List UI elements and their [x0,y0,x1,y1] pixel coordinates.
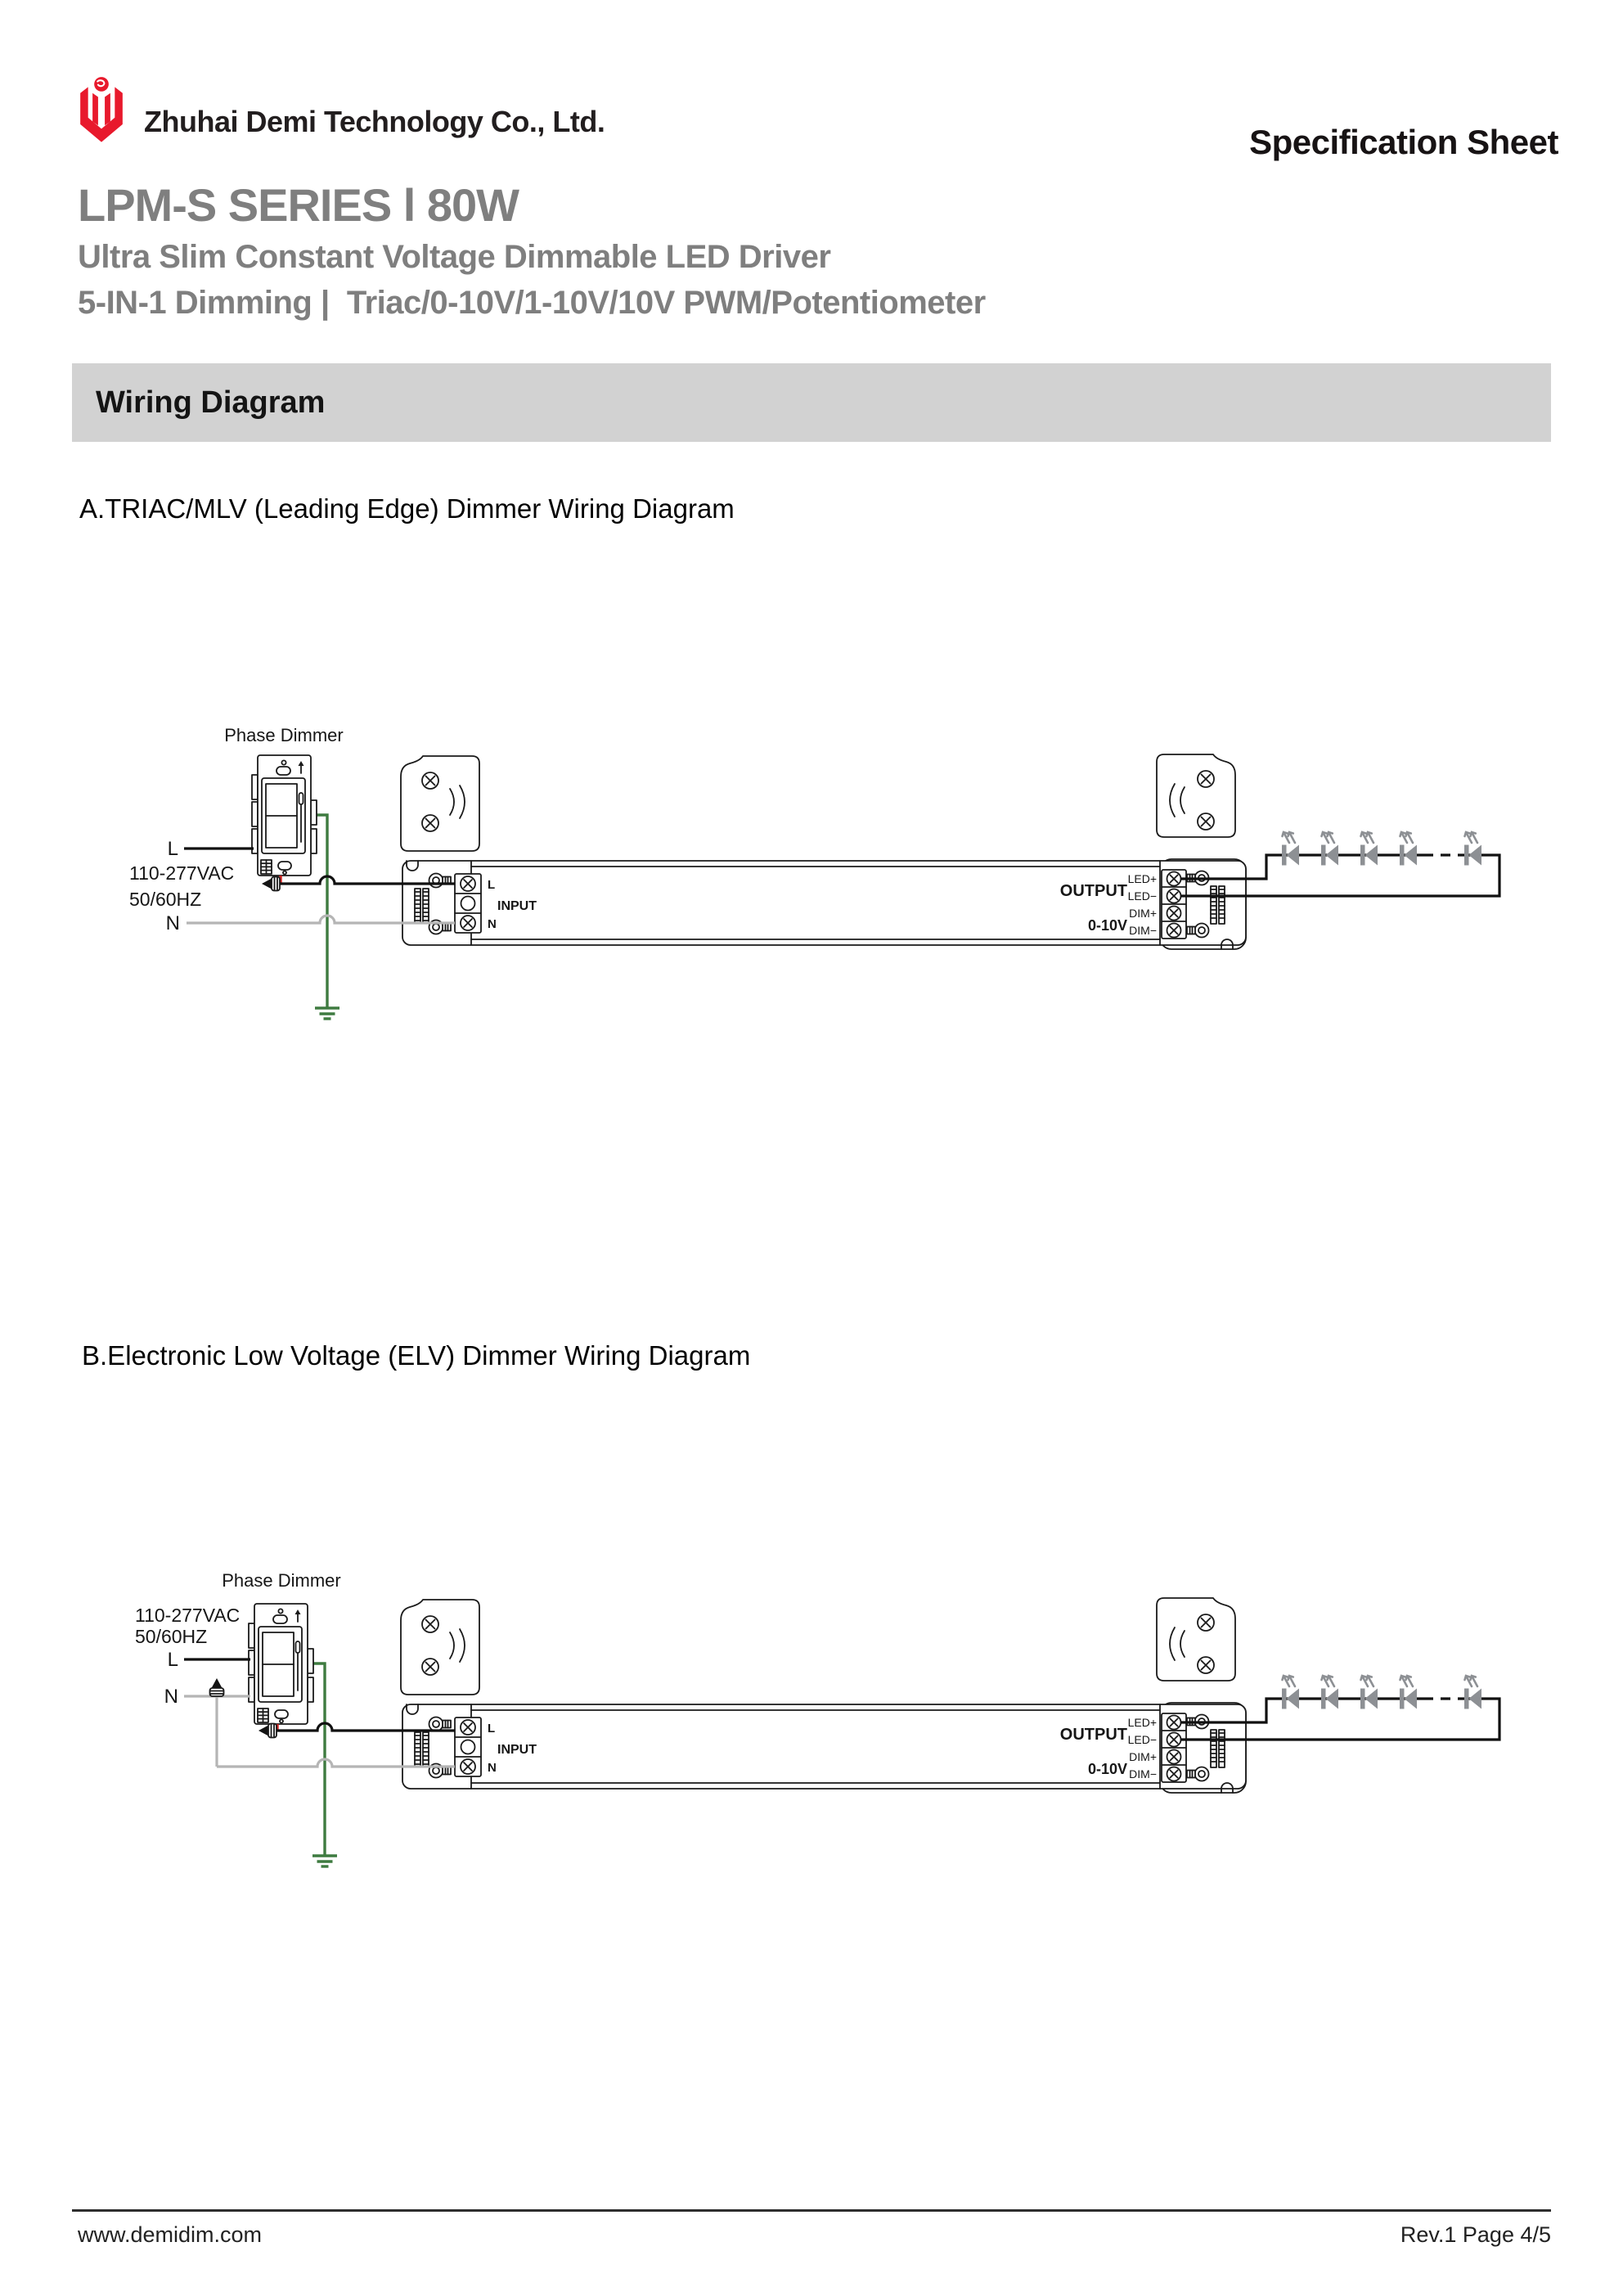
dim-minus-label: DIM− [1129,1767,1157,1781]
doc-title: Specification Sheet [1249,123,1558,161]
wiring-diagram-a [129,725,1499,1019]
output-label: OUTPUT [1059,882,1127,900]
company-name: Zhuhai Demi Technology Co., Ltd. [144,105,605,138]
output-label: OUTPUT [1059,1726,1127,1744]
section-title: Wiring Diagram [96,385,326,420]
frequency-label: 50/60HZ [129,889,202,910]
led-icon [1360,832,1378,866]
led-icon [1464,1676,1481,1709]
dim-plus-label: DIM+ [1129,907,1157,920]
input-terminal-n-label: N [488,917,497,931]
mounting-plate-right [1157,1598,1235,1681]
dim-minus-label: DIM− [1129,924,1157,937]
wiring-diagram-b [135,1570,1499,1866]
product-series-title: LPM-S SERIES l 80W [78,179,519,231]
product-subtitle: Ultra Slim Constant Voltage Dimmable LED Driver [78,239,831,275]
phase-dimmer-label: Phase Dimmer [224,725,344,745]
wire-nut [210,1678,224,1696]
footer-revision: Rev.1 Page 4/5 [1400,2222,1551,2247]
footer-website: www.demidim.com [78,2222,263,2247]
led-driver [402,859,1246,949]
led-minus-label: LED− [1127,1733,1157,1746]
mounting-plate-right [1157,754,1235,837]
led-icon [1360,1676,1378,1709]
ground-symbol [315,1008,339,1019]
frequency-label: 50/60HZ [135,1626,208,1647]
phase-dimmer-switch [252,755,317,876]
diagram-a-title: A.TRIAC/MLV (Leading Edge) Dimmer Wiring Diagram [79,493,735,524]
voltage-label: 110-277VAC [135,1605,241,1626]
neutral-label: N [165,912,180,934]
diagram-b-title: B.Electronic Low Voltage (ELV) Dimmer Wiring Diagram [82,1340,751,1371]
dim-range-label: 0-10V [1087,917,1127,934]
led-driver [402,1703,1246,1793]
ground-symbol [312,1856,337,1866]
neutral-label: N [164,1686,178,1708]
phase-dimmer-switch [249,1604,313,1724]
phase-dimmer-label: Phase Dimmer [222,1570,341,1591]
input-terminal-l-label: L [488,878,496,892]
input-label: INPUT [497,1743,537,1757]
wire-nut [259,1724,276,1738]
mounting-plate-left [401,1600,479,1695]
mounting-plate-left [401,756,479,851]
led-icon [1282,832,1299,866]
wire-nut [262,877,280,891]
led-plus-label: LED+ [1127,872,1157,885]
footer-divider [72,2209,1551,2212]
led-icon [1321,1676,1338,1709]
led-icon [1400,832,1417,866]
line-label: L [167,838,178,860]
input-terminal-l-label: L [488,1722,496,1736]
led-icon [1464,832,1481,866]
dim-plus-label: DIM+ [1129,1750,1157,1763]
product-dimming-line: 5-IN-1 Dimming | Triac/0-10V/1-10V/10V PWM/Potentiometer [78,285,986,321]
led-icon [1321,832,1338,866]
led-minus-label: LED− [1127,889,1157,903]
led-icon [1282,1676,1299,1709]
led-icon [1400,1676,1417,1709]
input-terminal-n-label: N [488,1761,497,1775]
voltage-label: 110-277VAC [129,862,235,884]
led-plus-label: LED+ [1127,1716,1157,1729]
input-label: INPUT [497,899,537,913]
line-label: L [167,1649,178,1671]
dim-range-label: 0-10V [1087,1761,1127,1777]
